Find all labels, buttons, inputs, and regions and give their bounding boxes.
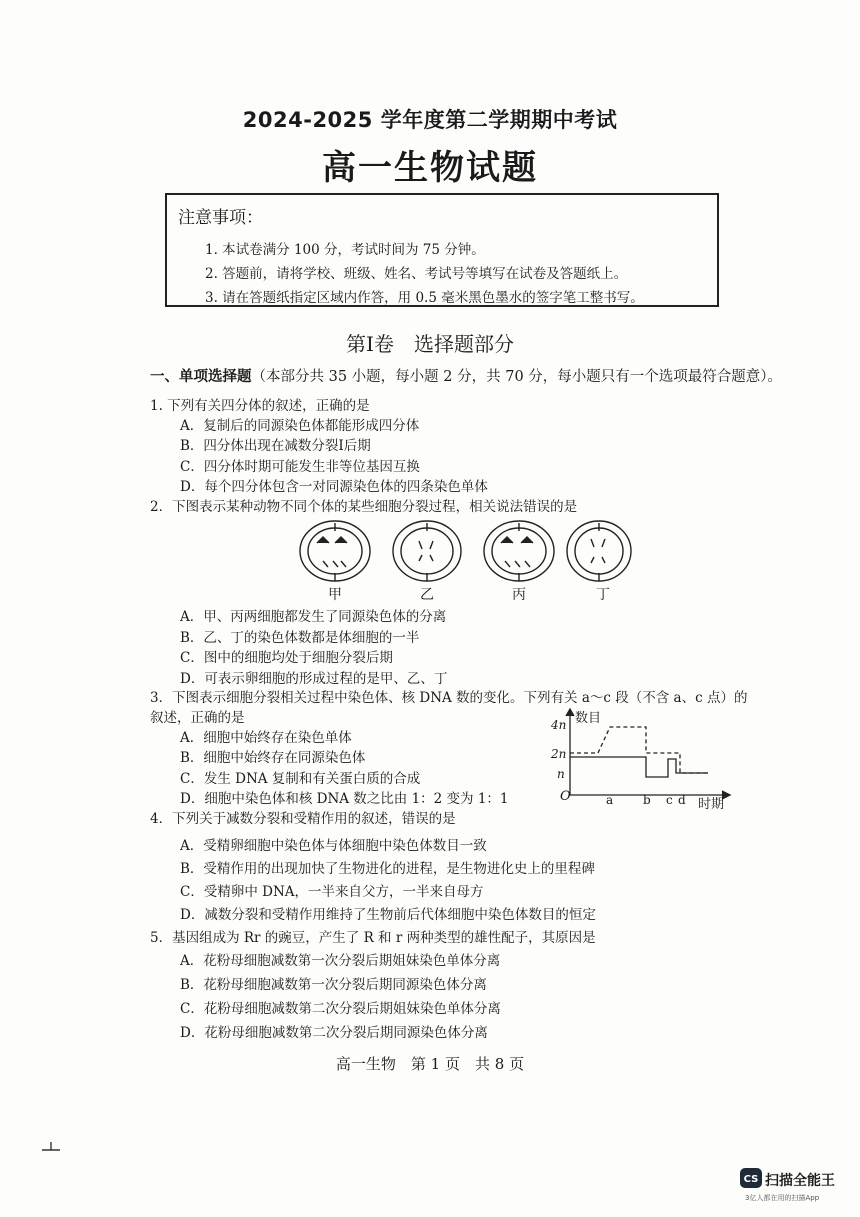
q3-option-c: C．发生 DNA 复制和有关蛋白质的合成 — [180, 771, 421, 787]
cell-bing — [484, 521, 554, 581]
q4-option-c: C．受精卵中 DNA，一半来自父方，一半来自母方 — [180, 884, 484, 900]
scanner-name: 扫描全能王 — [765, 1173, 835, 1189]
q3-option-d: D．细胞中染色体和核 DNA 数之比由 1：2 变为 1：1 — [180, 791, 509, 807]
notice-heading: 注意事项： — [178, 208, 263, 228]
q1-option-a: A．复制后的同源染色体都能形成四分体 — [180, 418, 420, 434]
section-title: 第Ⅰ卷 选择题部分 — [346, 332, 514, 356]
q5-option-d: D．花粉母细胞减数第二次分裂后期同源染色体分离 — [180, 1025, 488, 1041]
graph-origin: O — [560, 789, 571, 804]
cell-yi — [393, 521, 461, 581]
cell-label-bing: 丙 — [512, 587, 526, 603]
graph-tick-b: b — [643, 793, 651, 807]
q5-option-b: B．花粉母细胞减数第一次分裂后期同源染色体分离 — [180, 977, 487, 993]
cell-label-yi: 乙 — [420, 587, 434, 603]
cell-division-figure — [295, 515, 635, 585]
subject-title: 高一生物试题 — [322, 148, 538, 188]
q1-option-c: C．四分体时期可能发生非等位基因互换 — [180, 459, 420, 475]
q4-option-d: D．减数分裂和受精作用维持了生物前后代体细胞中染色体数目的恒定 — [180, 907, 596, 923]
notice-item-3: 3. 请在答题纸指定区域内作答，用 0.5 毫米黑色墨水的签字笔工整书写。 — [205, 290, 644, 306]
q3-stem-line2: 叙述，正确的是 — [150, 710, 245, 726]
notice-item-1: 1. 本试卷满分 100 分，考试时间为 75 分钟。 — [205, 242, 485, 258]
cell-ding — [567, 521, 631, 581]
q2-option-b: B．乙、丁的染色体数都是体细胞的一半 — [180, 630, 420, 646]
exam-title: 2024-2025 学年度第二学期期中考试 — [242, 108, 618, 132]
graph-tick-2n: 2n — [551, 747, 567, 761]
q2-option-c: C．图中的细胞均处于细胞分裂后期 — [180, 650, 393, 666]
corner-mark-icon — [40, 1140, 62, 1154]
q5-stem: 5．基因组成为 Rr 的豌豆，产生了 R 和 r 两种类型的雄性配子，其原因是 — [150, 930, 596, 946]
graph-tick-a: a — [606, 793, 614, 807]
scanner-tagline: 3亿人都在用的扫描App — [745, 1194, 820, 1202]
q2-stem: 2．下图表示某种动物不同个体的某些细胞分裂过程，相关说法错误的是 — [150, 499, 578, 515]
notice-item-2: 2. 答题前，请将学校、班级、姓名、考试号等填写在试卷及答题纸上。 — [205, 266, 628, 282]
q1-option-d: D．每个四分体包含一对同源染色体的四条染色单体 — [180, 479, 488, 495]
q1-option-b: B．四分体出现在减数分裂Ⅰ后期 — [180, 438, 371, 454]
graph-y-label: 数目 — [575, 711, 602, 726]
q4-option-a: A．受精卵细胞中染色体与体细胞中染色体数目一致 — [180, 838, 487, 854]
page-footer: 高一生物 第 1 页 共 8 页 — [335, 1055, 525, 1073]
q2-option-d: D．可表示卵细胞的形成过程的是甲、乙、丁 — [180, 671, 448, 687]
graph-tick-4n: 4n — [551, 718, 567, 732]
q3-option-b: B．细胞中始终存在同源染色体 — [180, 750, 366, 766]
cell-label-ding: 丁 — [596, 587, 610, 603]
q2-option-a: A．甲、丙两细胞都发生了同源染色体的分离 — [180, 609, 447, 625]
q5-option-a: A．花粉母细胞减数第一次分裂后期姐妹染色单体分离 — [180, 953, 501, 969]
part1-description: （本部分共 35 小题，每小题 2 分，共 70 分，每小题只有一个选项最符合题意）。 — [251, 369, 783, 385]
cell-label-jia: 甲 — [328, 587, 342, 603]
q5-option-c: C．花粉母细胞减数第二次分裂后期姐妹染色单体分离 — [180, 1001, 501, 1017]
graph-tick-d: d — [678, 793, 686, 807]
q4-option-b: B．受精作用的出现加快了生物进化的进程，是生物进化史上的里程碑 — [180, 861, 595, 877]
q3-option-a: A．细胞中始终存在染色单体 — [180, 730, 352, 746]
graph-tick-c: c — [666, 793, 673, 807]
graph-x-label: 时期 — [698, 797, 725, 812]
part1-label: 一、单项选择题 — [150, 369, 252, 385]
q4-stem: 4．下列关于减数分裂和受精作用的叙述，错误的是 — [150, 811, 456, 827]
part1-heading — [150, 365, 782, 386]
scanner-logo-icon — [740, 1168, 762, 1188]
graph-tick-n: n — [557, 767, 565, 781]
q3-stem-line1: 3．下图表示细胞分裂相关过程中染色体、核 DNA 数的变化。下列有关 a～c 段（不含 a、c 点）的 — [150, 690, 748, 706]
q1-stem: 1. 下列有关四分体的叙述，正确的是 — [150, 398, 370, 414]
cell-jia — [300, 521, 370, 581]
svg-text:CS: CS — [743, 1174, 759, 1185]
